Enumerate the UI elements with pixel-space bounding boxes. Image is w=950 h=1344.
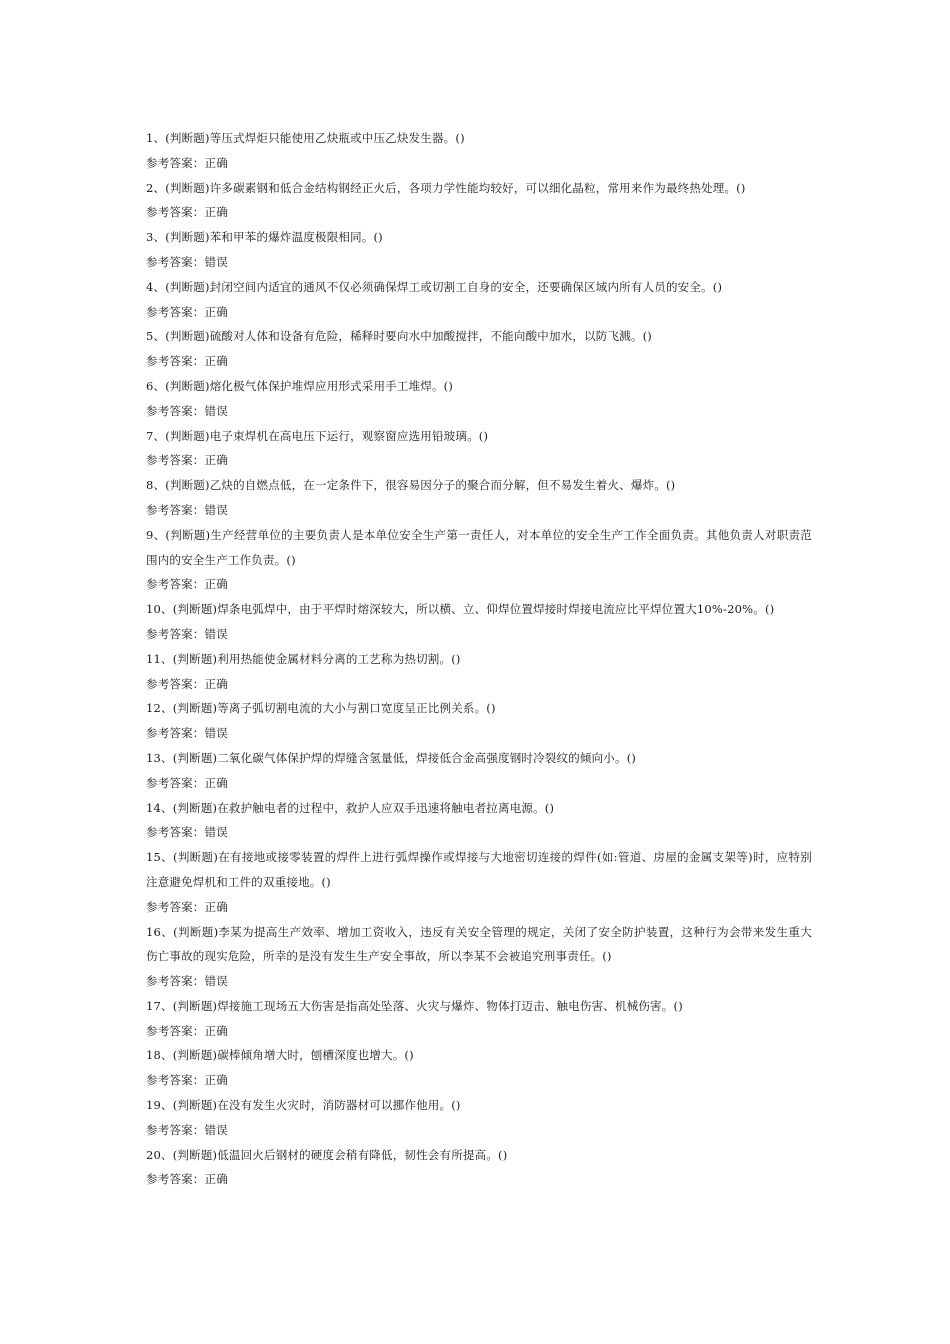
answer-14 — [146, 820, 812, 845]
answer-label: 参考答案： — [146, 974, 205, 989]
answer-value: 正确 — [204, 1023, 228, 1038]
answer-17 — [146, 1019, 812, 1044]
answer-label: 参考答案： — [146, 354, 205, 369]
answer-value: 正确 — [204, 453, 228, 468]
question-19: 19、(判断题)在没有发生火灾时，消防器材可以挪作他用。() — [146, 1098, 461, 1113]
answer-value: 错误 — [204, 1122, 228, 1137]
question-13: 13、(判断题)二氧化碳气体保护焊的焊缝含氢量低，焊接低合金高强度钢时冷裂纹的倾向小。() — [146, 750, 637, 765]
answer-12 — [146, 721, 812, 746]
answer-value: 错误 — [204, 403, 228, 418]
answer-10 — [146, 622, 812, 647]
question-8: 8、(判断题)乙炔的自燃点低，在一定条件下，很容易因分子的聚合而分解，但不易发生着火、爆炸。() — [146, 478, 676, 493]
answer-label: 参考答案： — [146, 205, 205, 220]
answer-label: 参考答案： — [146, 825, 205, 840]
answer-value: 正确 — [204, 899, 228, 914]
question-10: 10、(判断题)焊条电弧焊中，由于平焊时熔深较大，所以横、立、仰焊位置焊接时焊接电流应比平焊位置大10%-20%。() — [146, 602, 775, 617]
answer-15 — [146, 895, 812, 920]
question-7: 7、(判断题)电子束焊机在高电压下运行，观察窗应选用铅玻璃。() — [146, 428, 489, 443]
question-11: 11、(判断题)利用热能使金属材料分离的工艺称为热切割。() — [146, 651, 461, 666]
answer-value: 正确 — [204, 676, 228, 691]
answer-value: 正确 — [204, 775, 228, 790]
answer-5 — [146, 349, 812, 374]
answer-label: 参考答案： — [146, 304, 205, 319]
answer-label: 参考答案： — [146, 155, 205, 170]
answer-7 — [146, 448, 812, 473]
answer-9 — [146, 572, 812, 597]
answer-8 — [146, 498, 812, 523]
answer-value: 正确 — [204, 205, 228, 220]
question-6: 6、(判断题)熔化极气体保护堆焊应用形式采用手工堆焊。() — [146, 378, 454, 393]
answer-value: 正确 — [204, 1172, 228, 1187]
answer-value: 错误 — [204, 502, 228, 517]
answer-label: 参考答案： — [146, 775, 205, 790]
answer-value: 正确 — [204, 577, 228, 592]
answer-value: 错误 — [204, 726, 228, 741]
question-2: 2、(判断题)许多碳素钢和低合金结构钢经正火后，各项力学性能均较好，可以细化晶粒，常用来作为最终热处理。() — [146, 180, 746, 195]
answer-3 — [146, 250, 812, 275]
question-9: 9、(判断题)生产经营单位的主要负责人是本单位安全生产第一责任人，对本单位的安全生产工作全面负责。其他负责人对职责范围内的安全生产工作负责。() — [146, 527, 812, 567]
question-15: 15、(判断题)在有接地或接零装置的焊件上进行弧焊操作或焊接与大地密切连接的焊件(如:管道、房屋的金属支架等)时，应特别注意避免焊机和工件的双重接地。() — [146, 850, 812, 889]
answer-1 — [146, 151, 812, 176]
question-17: 17、(判断题)焊接施工现场五大伤害是指高处坠落、火灾与爆炸、物体打迈击、触电伤害、机械伤害。() — [146, 998, 683, 1013]
answer-value: 错误 — [204, 254, 228, 269]
answer-18 — [146, 1068, 812, 1093]
answer-label: 参考答案： — [146, 403, 205, 418]
answer-11 — [146, 672, 812, 697]
question-4: 4、(判断题)封闭空间内适宜的通风不仅必须确保焊工或切割工自身的安全，还要确保区域内所有人员的安全。() — [146, 279, 723, 294]
answer-13 — [146, 771, 812, 796]
answer-label: 参考答案： — [146, 1023, 205, 1038]
answer-20 — [146, 1167, 812, 1192]
answer-value: 正确 — [204, 155, 228, 170]
answer-label: 参考答案： — [146, 254, 205, 269]
answer-value: 错误 — [204, 626, 228, 641]
question-16: 16、(判断题)李某为提高生产效率、增加工资收入，违反有关安全管理的规定，关闭了安全防护装置，这种行为会带来发生重大伤亡事故的现实危险，所幸的是没有发生生产安全事故，所以李某不会被追究刑事责任。() — [146, 924, 812, 964]
question-14: 14、(判断题)在救护触电者的过程中，救护人应双手迅速将触电者拉离电源。() — [146, 800, 555, 815]
answer-label: 参考答案： — [146, 502, 205, 517]
answer-label: 参考答案： — [146, 626, 205, 641]
question-12: 12、(判断题)等离子弧切割电流的大小与割口宽度呈正比例关系。() — [146, 701, 496, 716]
answer-value: 错误 — [204, 974, 228, 989]
answer-value: 正确 — [204, 1073, 228, 1088]
question-5: 5、(判断题)硫酸对人体和设备有危险，稀释时要向水中加酸搅拌，不能向酸中加水，以防飞溅。() — [146, 329, 652, 344]
answer-label: 参考答案： — [146, 1122, 205, 1137]
answer-value: 正确 — [204, 354, 228, 369]
answer-label: 参考答案： — [146, 577, 205, 592]
question-20: 20、(判断题)低温回火后钢材的硬度会稍有降低，韧性会有所提高。() — [146, 1147, 508, 1162]
answer-label: 参考答案： — [146, 453, 205, 468]
answer-label: 参考答案： — [146, 676, 205, 691]
answer-2 — [146, 200, 812, 225]
answer-label: 参考答案： — [146, 726, 205, 741]
question-18: 18、(判断题)碳棒倾角增大时，刨槽深度也增大。() — [146, 1048, 414, 1063]
answer-4 — [146, 300, 812, 325]
question-3: 3、(判断题)苯和甲苯的爆炸温度极限相同。() — [146, 230, 383, 245]
question-list — [146, 126, 812, 1192]
answer-value: 正确 — [204, 304, 228, 319]
question-1: 1、(判断题)等压式焊炬只能使用乙炔瓶或中压乙炔发生器。() — [146, 131, 465, 145]
answer-6 — [146, 399, 812, 424]
answer-label: 参考答案： — [146, 1073, 205, 1088]
answer-value: 错误 — [204, 825, 228, 840]
answer-16 — [146, 969, 812, 994]
answer-19 — [146, 1118, 812, 1143]
answer-label: 参考答案： — [146, 899, 205, 914]
answer-label: 参考答案： — [146, 1172, 205, 1187]
